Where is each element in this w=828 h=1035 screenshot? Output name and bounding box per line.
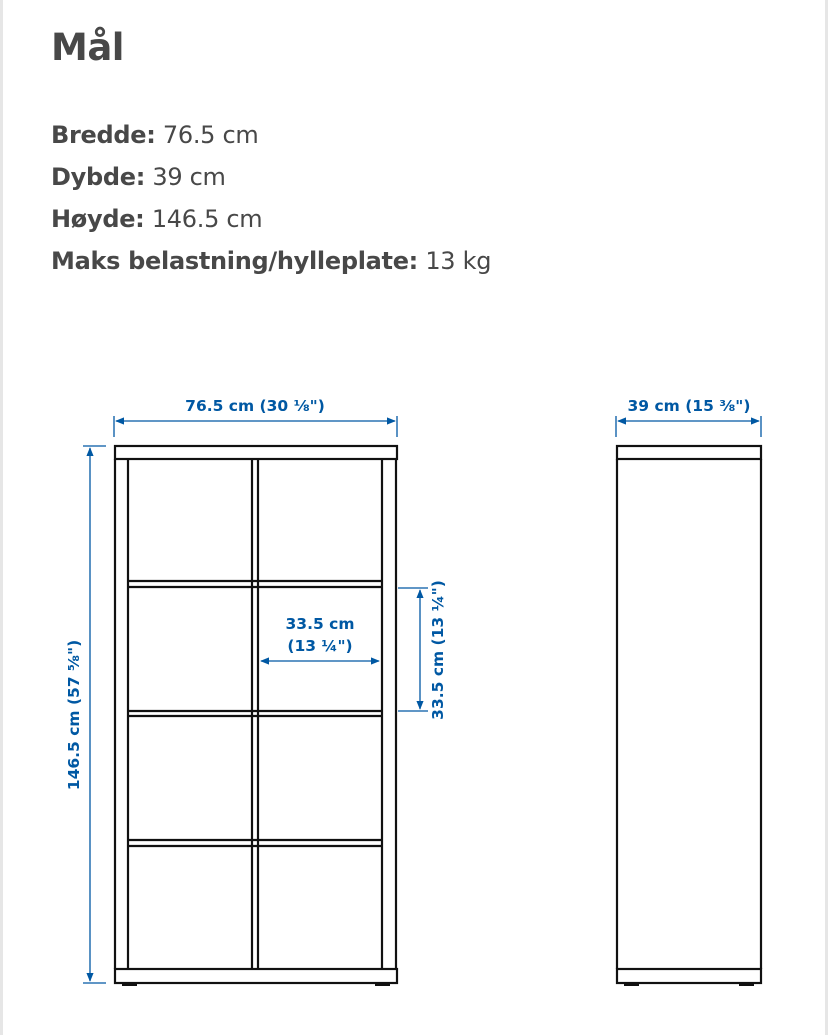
cell-width-label-line1: 33.5 cm xyxy=(285,615,355,633)
spec-value: 13 kg xyxy=(425,247,492,275)
spec-label: Bredde: xyxy=(51,121,156,149)
spec-value: 146.5 cm xyxy=(151,205,263,233)
front-width-dimension xyxy=(114,416,397,437)
front-view-shelf xyxy=(115,446,397,983)
spec-label: Høyde: xyxy=(51,205,145,233)
front-width-label: 76.5 cm (30 ⅛") xyxy=(185,397,325,415)
spec-label: Dybde: xyxy=(51,163,146,191)
bottom-panel xyxy=(115,969,397,983)
side-depth-label: 39 cm (15 ⅜") xyxy=(627,397,751,415)
cell-width-label-line2: (13 ¼") xyxy=(287,637,353,655)
spec-label: Maks belastning/hylleplate: xyxy=(51,247,418,275)
front-height-label: 146.5 cm (57 ⅝") xyxy=(65,639,83,791)
spec-value: 39 cm xyxy=(152,163,226,191)
spec-value: 76.5 cm xyxy=(162,121,259,149)
side-view-shelf xyxy=(617,446,761,983)
top-panel xyxy=(115,446,397,459)
front-height-dimension xyxy=(83,446,106,983)
cell-height-dimension xyxy=(398,588,428,711)
side-depth-dimension xyxy=(616,416,761,437)
section-title: Mål xyxy=(51,26,124,69)
cell-height-label: 33.5 cm (13 ¼") xyxy=(429,580,447,720)
